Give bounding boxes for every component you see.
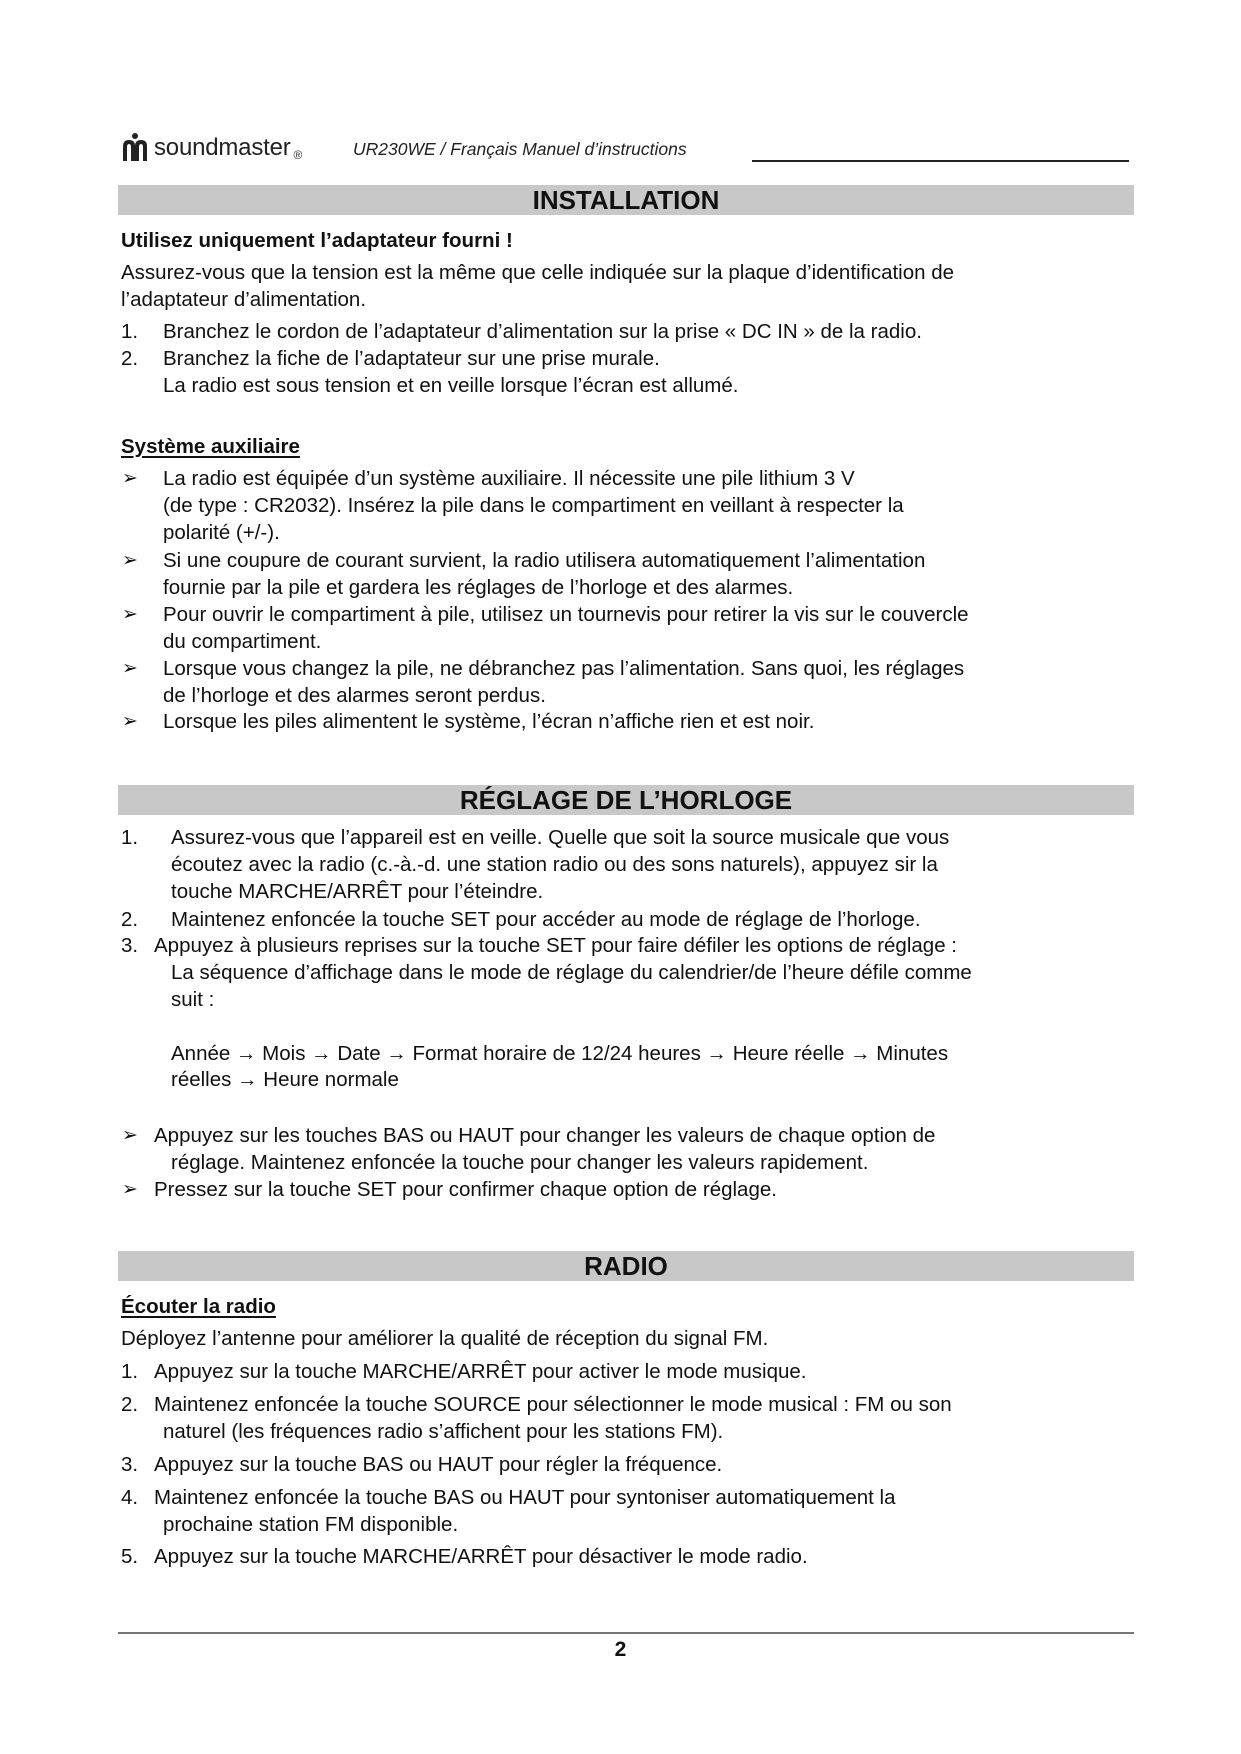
aux-item-text: (de type : CR2032). Insérez la pile dans le compartiment en veillant à respecter la <box>163 494 904 517</box>
document-title: UR230WE / Français Manuel d’instructions <box>353 139 687 159</box>
install-intro-line-2: l’adaptateur d’alimentation. <box>121 288 367 311</box>
section-bar-installation: INSTALLATION <box>118 185 1134 215</box>
arrow-bullet-icon: ➢ <box>122 658 138 679</box>
clock-step-text: écoutez avec la radio (c.-à.-d. une station radio ou des sons naturels), appuyez sir la <box>171 853 938 876</box>
clock-step-text: Maintenez enfoncée la touche SET pour accéder au mode de réglage de l’horloge. <box>171 908 921 931</box>
radio-step-text: Appuyez sur la touche MARCHE/ARRÊT pour désactiver le mode radio. <box>154 1545 808 1568</box>
radio-step-text: Appuyez sur la touche MARCHE/ARRÊT pour activer le mode musique. <box>154 1360 807 1383</box>
install-step-text: Branchez le cordon de l’adaptateur d’alimentation sur la prise « DC IN » de la radio. <box>163 320 922 343</box>
page-number: 2 <box>614 1638 627 1661</box>
section-bar-clock: RÉGLAGE DE L’HORLOGE <box>118 785 1134 815</box>
install-intro-line-1: Assurez-vous que la tension est la même que celle indiquée sur la plaque d’identification de <box>121 261 955 284</box>
arrow-bullet-icon: ➢ <box>122 711 138 732</box>
arrow-bullet-icon: ➢ <box>122 1125 138 1146</box>
adapter-warning: Utilisez uniquement l’adaptateur fourni ! <box>121 229 513 252</box>
aux-item-text: Si une coupure de courant survient, la radio utilisera automatiquement l’alimentation <box>163 549 926 572</box>
clock-step-text: Assurez-vous que l’appareil est en veille. Quelle que soit la source musicale que vous <box>171 826 950 849</box>
brand-name: soundmaster <box>154 134 291 161</box>
clock-sequence: réelles → Heure normale <box>171 1068 399 1091</box>
clock-step-text: La séquence d’affichage dans le mode de réglage du calendrier/de l’heure défile comme <box>171 961 972 984</box>
footer-rule <box>118 1632 1134 1634</box>
radio-step-number: 3. <box>121 1453 139 1476</box>
radio-step-number: 2. <box>121 1393 139 1416</box>
registered-mark: ® <box>293 148 303 162</box>
arrow-bullet-icon: ➢ <box>122 604 138 625</box>
radio-step-number: 4. <box>121 1486 139 1509</box>
radio-intro: Déployez l’antenne pour améliorer la qualité de réception du signal FM. <box>121 1327 769 1350</box>
clock-step-number: 2. <box>121 908 139 931</box>
radio-step-text: Maintenez enfoncée la touche SOURCE pour sélectionner le mode musical : FM ou son <box>154 1393 952 1416</box>
install-step-number: 1. <box>121 320 139 343</box>
arrow-bullet-icon: ➢ <box>122 468 138 489</box>
clock-step-text: Appuyez à plusieurs reprises sur la touche SET pour faire défiler les options de réglage : <box>154 934 957 957</box>
aux-item-text: Lorsque les piles alimentent le système, l’écran n’affiche rien et est noir. <box>163 710 815 733</box>
clock-step-number: 3. <box>121 934 139 957</box>
clock-bullet-text: réglage. Maintenez enfoncée la touche pour changer les valeurs rapidement. <box>171 1151 869 1174</box>
clock-bullet-text: Appuyez sur les touches BAS ou HAUT pour changer les valeurs de chaque option de <box>154 1124 936 1147</box>
header-rule <box>752 160 1129 162</box>
clock-sequence: Année → Mois → Date → Format horaire de 12/24 heures → Heure réelle → Minutes <box>171 1042 949 1065</box>
radio-step-text: prochaine station FM disponible. <box>163 1513 459 1536</box>
radio-subheading: Écouter la radio <box>121 1295 276 1318</box>
arrow-bullet-icon: ➢ <box>122 550 138 571</box>
clock-step-text: suit : <box>171 988 215 1011</box>
aux-item-text: Pour ouvrir le compartiment à pile, utilisez un tournevis pour retirer la vis sur le couvercle <box>163 603 969 626</box>
aux-item-text: de l’horloge et des alarmes seront perdus. <box>163 684 546 707</box>
radio-step-number: 5. <box>121 1545 139 1568</box>
radio-step-text: naturel (les fréquences radio s’affichent pour les stations FM). <box>163 1420 724 1443</box>
clock-step-number: 1. <box>121 826 139 849</box>
aux-heading: Système auxiliaire <box>121 435 300 458</box>
aux-item-text: fournie par la pile et gardera les réglages de l’horloge et des alarmes. <box>163 576 794 599</box>
aux-item-text: du compartiment. <box>163 630 322 653</box>
arrow-bullet-icon: ➢ <box>122 1179 138 1200</box>
aux-item-text: La radio est équipée d’un système auxiliaire. Il nécessite une pile lithium 3 V <box>163 467 855 490</box>
clock-step-text: touche MARCHE/ARRÊT pour l’éteindre. <box>171 880 544 903</box>
brand-logo <box>120 126 302 162</box>
aux-item-text: polarité (+/-). <box>163 521 280 544</box>
page-header <box>120 126 1132 166</box>
install-step-text: Branchez la fiche de l’adaptateur sur une prise murale. <box>163 347 660 370</box>
clock-bullet-text: Pressez sur la touche SET pour confirmer chaque option de réglage. <box>154 1178 777 1201</box>
radio-step-number: 1. <box>121 1360 139 1383</box>
aux-item-text: Lorsque vous changez la pile, ne débranchez pas l’alimentation. Sans quoi, les réglages <box>163 657 965 680</box>
soundmaster-logo-icon <box>120 132 150 162</box>
radio-step-text: Maintenez enfoncée la touche BAS ou HAUT pour syntoniser automatiquement la <box>154 1486 896 1509</box>
section-bar-radio: RADIO <box>118 1251 1134 1281</box>
install-step-text: La radio est sous tension et en veille lorsque l’écran est allumé. <box>163 374 739 397</box>
radio-step-text: Appuyez sur la touche BAS ou HAUT pour régler la fréquence. <box>154 1453 723 1476</box>
install-step-number: 2. <box>121 347 139 370</box>
